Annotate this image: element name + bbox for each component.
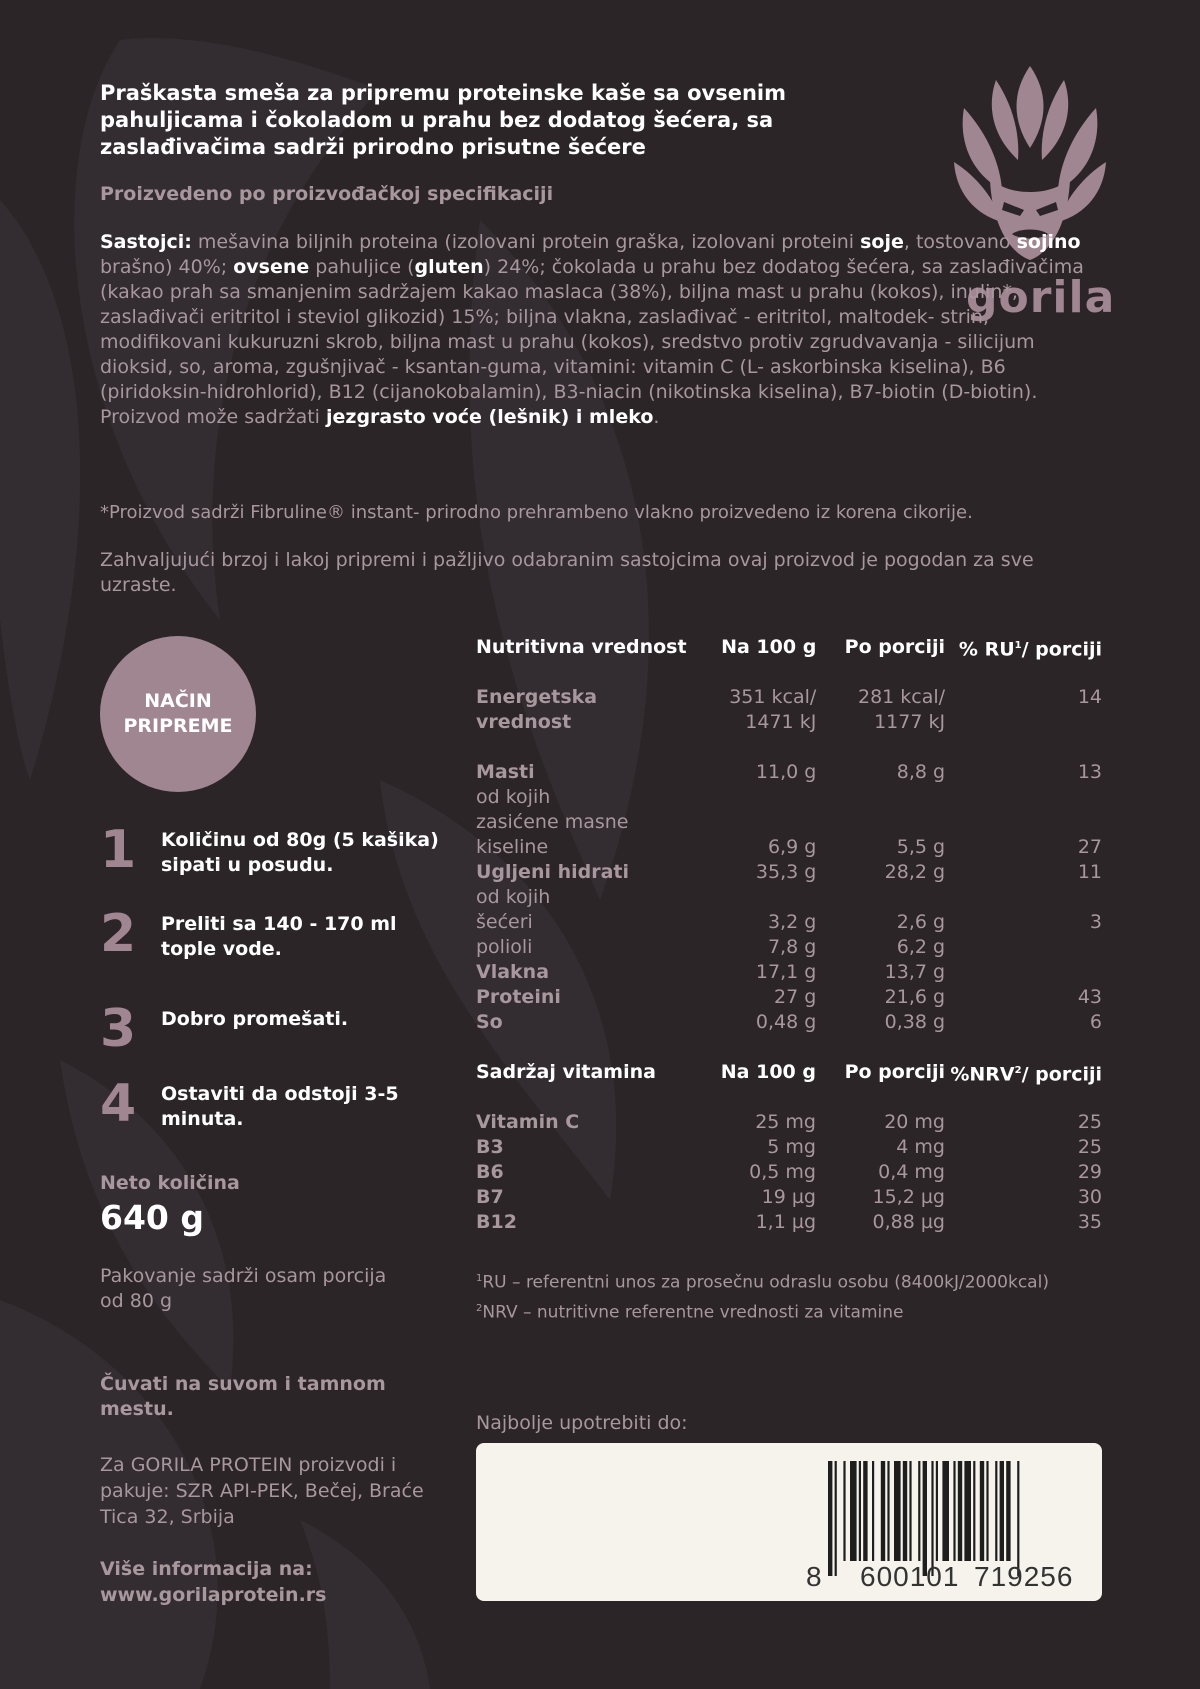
nutrient-portion: 5,5 g bbox=[896, 836, 946, 859]
barcode-bar bbox=[894, 1461, 901, 1561]
ingredients-part: mešavina biljnih proteina (izolovani protein graška, izolovani proteini bbox=[191, 231, 861, 253]
fibruline-note: *Proizvod sadrži Fibruline® instant- prirodno prehrambeno vlakno proizvedeno iz korena cikorije. bbox=[100, 502, 973, 523]
barcode-panel bbox=[476, 1443, 1102, 1601]
nutrient-per100: 35,3 g bbox=[755, 861, 817, 884]
allergen-warning-suffix: . bbox=[653, 406, 660, 428]
footnote-nrv bbox=[476, 1296, 1116, 1326]
ri-sup: 1 bbox=[1014, 640, 1022, 651]
allergen-soy: soje bbox=[860, 231, 904, 253]
barcode-bar bbox=[923, 1461, 927, 1576]
vitamin-nrv: 29 bbox=[1077, 1161, 1102, 1184]
nutrient-name bbox=[476, 685, 687, 735]
ingredients-part: , tostovano bbox=[903, 231, 1017, 253]
product-title: Praškasta smeša za pripremu proteinske kaše sa ovsenim pahuljicama i čokoladom u prahu bez dodatog šećera, sa zaslađivačima sadrži prirodno prisutne šećere bbox=[100, 81, 787, 159]
website-link[interactable]: www.gorilaprotein.rs bbox=[100, 1584, 327, 1606]
nutrient-ri: 11 bbox=[1077, 861, 1102, 884]
vitamins-header-nrv bbox=[945, 1058, 1102, 1110]
barcode-bar bbox=[953, 1461, 955, 1561]
best-before-label: Najbolje upotrebiti do: bbox=[476, 1412, 688, 1434]
ingredients-text bbox=[100, 230, 1110, 430]
nutrient-name-line: od kojih bbox=[476, 786, 551, 809]
nutrient-per100: 0,48 g bbox=[755, 1011, 817, 1034]
product-subtitle: Proizvedeno po proizvođačkoj specifikaciji bbox=[100, 183, 554, 205]
nutrient-ri: 14 bbox=[1077, 686, 1102, 709]
nutrient-ri bbox=[945, 935, 1102, 960]
vitamins-header-row bbox=[476, 1058, 1102, 1110]
brand-name: gorila bbox=[966, 272, 1116, 323]
allergen-warning-prefix: Proizvod može sadržati bbox=[100, 406, 326, 428]
allergen-gluten: gluten bbox=[414, 256, 484, 278]
barcode-bar bbox=[942, 1461, 949, 1561]
value-line: 1471 kJ bbox=[745, 711, 817, 734]
table-row bbox=[476, 1110, 1102, 1135]
allergen-warning: jezgrasto voće (lešnik) i mleko bbox=[326, 406, 654, 428]
step-number: 4 bbox=[100, 1074, 137, 1134]
net-quantity-value: 640 g bbox=[100, 1198, 204, 1237]
footnote-ru bbox=[476, 1266, 1116, 1296]
barcode-bar bbox=[835, 1461, 837, 1576]
barcode-bar bbox=[1000, 1461, 1004, 1561]
vitamin-name: B12 bbox=[476, 1211, 517, 1234]
table-row bbox=[476, 785, 1102, 860]
step-text: Dobro promešati. bbox=[161, 1008, 349, 1030]
nutrient-per100: 17,1 g bbox=[755, 961, 817, 984]
table-row bbox=[476, 1185, 1102, 1210]
nrv-suffix: / porciji bbox=[1021, 1063, 1102, 1086]
step-text: Ostaviti da odstoji 3-5 minuta. bbox=[161, 1083, 399, 1130]
barcode-bar bbox=[828, 1461, 832, 1576]
vitamin-per100: 25 mg bbox=[755, 1111, 816, 1134]
step-number: 1 bbox=[100, 820, 137, 880]
nutrient-ri bbox=[945, 960, 1102, 985]
nutrition-header-per100: Na 100 g bbox=[721, 636, 817, 659]
barcode-bar bbox=[881, 1461, 885, 1561]
table-row bbox=[476, 735, 1102, 785]
vitamin-nrv: 25 bbox=[1077, 1136, 1102, 1159]
vitamin-name: B3 bbox=[476, 1136, 504, 1159]
value-line: 281 kcal/ bbox=[858, 686, 946, 709]
nutrient-ri: 6 bbox=[1089, 1011, 1102, 1034]
barcode-bar bbox=[964, 1461, 971, 1561]
nutrient-portion: 0,38 g bbox=[884, 1011, 946, 1034]
nutrient-ri: 43 bbox=[1077, 986, 1102, 1009]
vitamins-header-per100: Na 100 g bbox=[720, 1061, 816, 1084]
barcode-bar bbox=[859, 1461, 861, 1561]
nutrient-portion bbox=[816, 685, 945, 735]
nutrient-name-line: zasićene masne bbox=[476, 811, 629, 834]
table-row bbox=[476, 960, 1102, 985]
ingredients-part: brašno) 40%; bbox=[100, 256, 234, 278]
barcode-digit-first: 8 bbox=[806, 1561, 823, 1592]
table-row bbox=[476, 860, 1102, 885]
barcode-digits-left: 600101 bbox=[860, 1561, 960, 1592]
nutrient-portion: 21,6 g bbox=[884, 986, 946, 1009]
ingredients-part: pahuljice ( bbox=[309, 256, 415, 278]
nutrient-per100: 27 g bbox=[774, 986, 817, 1009]
table-row bbox=[476, 1010, 1102, 1035]
vitamin-portion: 20 mg bbox=[884, 1111, 945, 1134]
vitamin-nrv: 35 bbox=[1077, 1211, 1102, 1234]
ri-suffix: / porciji bbox=[1021, 638, 1102, 661]
vitamin-name: B7 bbox=[476, 1186, 504, 1209]
nutrient-portion: 6,2 g bbox=[896, 936, 946, 959]
barcode-bar bbox=[843, 1461, 845, 1561]
ingredients-part: ) 24%; čokolada u prahu bez dodatog šećera, sa zaslađivačima (kakao prah sa smanjenim sadržajem kakao maslaca (38%), biljna mast u prahu (kokos), inulin*, zaslađivači eritritol i steviol glikozid) 15%; biljna vlakna, zaslađivač - eritritol, maltodek- strin, modifikovani kukuruzni skrob, biljna mast u prahu (kokos), sredstvo protiv zgrudvavanja - silicijum dioksid, so, aroma, zgušnjivač - ksantan-guma, vitamini: vitamin C (L- askorbinska kiselina), B6 (piridoksin-hidrohlorid), B12 (cijanokobalamin), B3-niacin (nikotinska kiselina), B7-biotin (D-biotin). bbox=[100, 256, 1084, 403]
preparation-badge bbox=[100, 636, 256, 792]
nutrition-header-row bbox=[476, 633, 1102, 685]
vitamins-header-name: Sadržaj vitamina bbox=[476, 1061, 656, 1084]
table-row bbox=[476, 885, 1102, 935]
nutrient-name-line: šećeri bbox=[476, 911, 533, 934]
table-row bbox=[476, 685, 1102, 735]
nutrient-name: Vlakna bbox=[476, 961, 550, 984]
vitamin-portion: 4 mg bbox=[896, 1136, 945, 1159]
barcode-bar bbox=[1006, 1461, 1010, 1561]
step-text: Preliti sa 140 - 170 ml tople vode. bbox=[161, 913, 397, 960]
nutrient-name: Ugljeni hidrati bbox=[476, 861, 630, 884]
vitamin-per100: 5 mg bbox=[767, 1136, 816, 1159]
allergen-oats: ovsene bbox=[233, 256, 310, 278]
nutrient-portion: 28,2 g bbox=[884, 861, 946, 884]
nutrient-name bbox=[476, 785, 687, 860]
table-row bbox=[476, 1135, 1102, 1160]
footnote-sup: 2 bbox=[476, 1302, 483, 1314]
preparation-title-line2: PRIPREME bbox=[123, 715, 233, 737]
nutrient-name bbox=[476, 885, 687, 935]
nutrient-per100: 6,9 g bbox=[767, 836, 817, 859]
nutrition-table bbox=[476, 633, 1102, 1035]
nutrient-name-line: od kojih bbox=[476, 886, 551, 909]
nutrient-name: polioli bbox=[476, 936, 533, 959]
storage-instructions: Čuvati na suvom i tamnom mestu. bbox=[100, 1373, 386, 1420]
barcode-bar bbox=[872, 1461, 874, 1561]
preparation-title-line1: NAČIN bbox=[144, 690, 212, 712]
nutrient-ri: 27 bbox=[1077, 836, 1102, 859]
barcode-bar bbox=[995, 1461, 997, 1561]
barcode-bar bbox=[887, 1461, 889, 1561]
barcode-bar bbox=[918, 1461, 920, 1561]
nutrition-header-ri bbox=[945, 633, 1102, 685]
nutrient-ri: 3 bbox=[1089, 911, 1102, 934]
footnote-text: RU – referentni unos za prosečnu odraslu osobu (8400kJ/2000kcal) bbox=[482, 1272, 1049, 1293]
nutrient-portion: 2,6 g bbox=[896, 911, 946, 934]
barcode-bar bbox=[973, 1461, 975, 1561]
nutrient-per100: 7,8 g bbox=[767, 936, 817, 959]
barcode-bar bbox=[986, 1461, 988, 1561]
vitamin-portion: 15,2 µg bbox=[872, 1186, 945, 1209]
barcode-digits-right: 719256 bbox=[974, 1561, 1074, 1592]
vitamin-per100: 0,5 mg bbox=[749, 1161, 816, 1184]
vitamin-name: Vitamin C bbox=[476, 1111, 580, 1134]
value-line: 351 kcal/ bbox=[729, 686, 817, 709]
vitamins-header-portion: Po porciji bbox=[844, 1061, 945, 1084]
vitamin-nrv: 30 bbox=[1077, 1186, 1102, 1209]
table-row bbox=[476, 1160, 1102, 1185]
barcode-bar bbox=[863, 1461, 867, 1561]
more-info bbox=[100, 1556, 430, 1608]
ingredients-label: Sastojci: bbox=[100, 231, 192, 253]
producer-info: Za GORILA PROTEIN proizvodi i pakuje: SZR API-PEK, Bečej, Braće Tica 32, Srbija bbox=[100, 1454, 424, 1528]
vitamin-nrv: 25 bbox=[1077, 1111, 1102, 1134]
nrv-label: %NRV bbox=[950, 1063, 1015, 1086]
barcode-bar bbox=[1017, 1461, 1019, 1576]
nutrient-name-line: kiseline bbox=[476, 836, 549, 859]
barcode-bar bbox=[931, 1461, 933, 1576]
nutrient-name: Proteini bbox=[476, 986, 561, 1009]
barcode-bar bbox=[936, 1461, 938, 1561]
nrv-sup: 2 bbox=[1014, 1065, 1022, 1076]
table-row bbox=[476, 935, 1102, 960]
more-info-label: Više informacija na: bbox=[100, 1558, 313, 1580]
footnote-sup: 1 bbox=[476, 1273, 483, 1284]
vitamin-per100: 19 µg bbox=[761, 1186, 816, 1209]
package-info: Pakovanje sadrži osam porcija od 80 g bbox=[100, 1265, 387, 1312]
value-line: 1177 kJ bbox=[874, 711, 946, 734]
nutrition-header-name: Nutritivna vrednost bbox=[476, 636, 687, 659]
barcode-bar bbox=[909, 1461, 911, 1561]
footnotes bbox=[476, 1266, 1116, 1325]
nutrient-name-line: vrednost bbox=[476, 711, 572, 734]
step-number: 2 bbox=[100, 904, 137, 964]
nutrient-ri: 13 bbox=[1077, 761, 1102, 784]
vitamin-name: B6 bbox=[476, 1161, 504, 1184]
nutrient-per100 bbox=[687, 685, 817, 735]
nutrient-per100: 3,2 g bbox=[767, 911, 817, 934]
table-row bbox=[476, 985, 1102, 1010]
net-quantity-label: Neto količina bbox=[100, 1172, 240, 1194]
barcode-bar bbox=[980, 1461, 984, 1561]
nutrient-name: Masti bbox=[476, 761, 535, 784]
barcode-bar bbox=[903, 1461, 907, 1561]
nutrient-name: So bbox=[476, 1011, 503, 1034]
step-text: Količinu od 80g (5 kašika) sipati u posudu. bbox=[161, 829, 439, 876]
vitamin-portion: 0,4 mg bbox=[878, 1161, 945, 1184]
vitamin-portion: 0,88 µg bbox=[872, 1211, 945, 1234]
barcode-bar bbox=[850, 1461, 857, 1561]
ri-label: % RU bbox=[958, 638, 1015, 661]
step-number: 3 bbox=[100, 999, 137, 1059]
suitability-note: Zahvaljujući brzoj i lakoj pripremi i pažljivo odabranim sastojcima ovaj proizvod je pogodan za sve uzraste. bbox=[100, 549, 1034, 596]
footnote-text: NRV – nutritivne referentne vrednosti za vitamine bbox=[482, 1302, 904, 1323]
allergen-soy-flour: sojino bbox=[1016, 231, 1081, 253]
table-row bbox=[476, 1210, 1102, 1235]
nutrient-per100: 11,0 g bbox=[755, 761, 817, 784]
vitamin-per100: 1,1 µg bbox=[755, 1211, 816, 1234]
barcode-bar bbox=[958, 1461, 962, 1561]
nutrient-portion: 13,7 g bbox=[884, 961, 946, 984]
nutrient-portion: 8,8 g bbox=[896, 761, 946, 784]
nutrition-header-portion: Po porciji bbox=[844, 636, 946, 659]
vitamins-table bbox=[476, 1058, 1102, 1235]
nutrient-name-line: Energetska bbox=[476, 686, 598, 709]
